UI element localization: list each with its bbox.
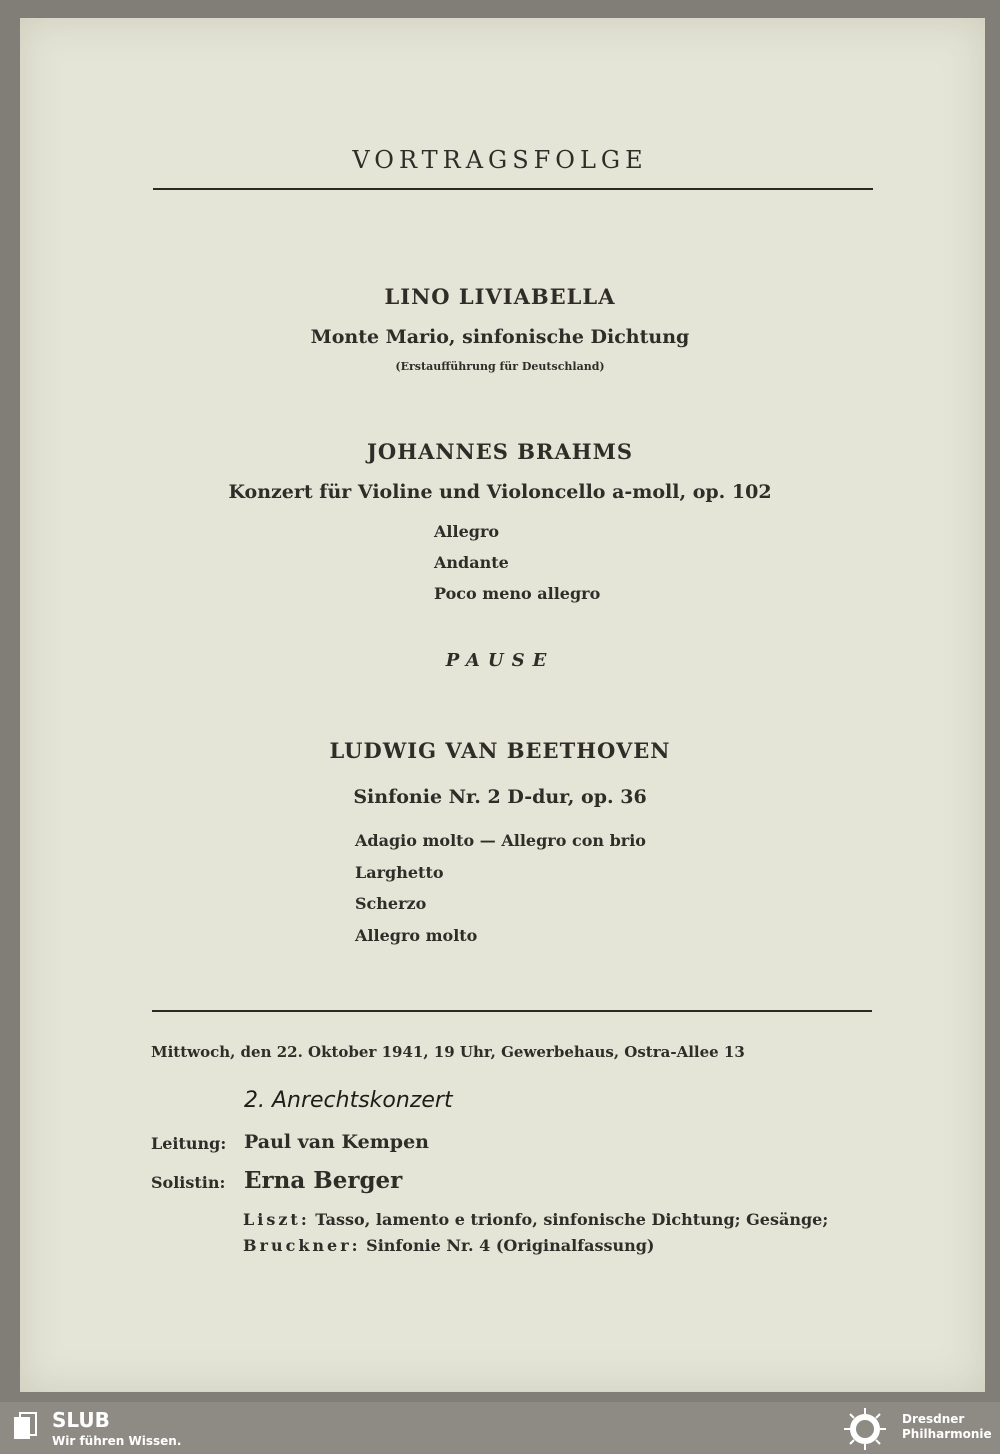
bruckner-label: Bruckner: <box>243 1236 361 1255</box>
next-concert-date: Mittwoch, den 22. Oktober 1941, 19 Uhr, Gewerbehaus, Ostra-Allee 13 <box>151 1043 745 1061</box>
liszt-works: Tasso, lamento e trionfo, sinfonische Dichtung; Gesänge; <box>315 1210 829 1229</box>
slub-logo-icon <box>12 1411 38 1441</box>
footer-bar <box>0 1402 1000 1454</box>
work-monte-mario: Monte Mario, sinfonische Dichtung <box>310 326 690 348</box>
bruckner-line <box>243 1236 655 1255</box>
movement-item: Allegro <box>434 522 500 541</box>
movement-item: Allegro molto <box>355 926 478 945</box>
bruckner-works: Sinfonie Nr. 4 (Originalfassung) <box>366 1236 655 1255</box>
work-beethoven-symphony: Sinfonie Nr. 2 D-dur, op. 36 <box>353 786 647 808</box>
philharmonie-logo-icon <box>842 1406 888 1452</box>
movement-item: Adagio molto — Allegro con brio <box>355 831 646 850</box>
slub-name: SLUB <box>52 1408 110 1432</box>
soloist-name: Erna Berger <box>244 1167 403 1194</box>
leitung-label: Leitung: <box>151 1134 227 1153</box>
conductor-name: Paul van Kempen <box>244 1131 429 1153</box>
movement-item: Andante <box>434 553 509 572</box>
premiere-note: (Erstaufführung für Deutschland) <box>395 360 605 373</box>
top-rule <box>153 188 873 190</box>
movement-item: Scherzo <box>355 894 427 913</box>
slub-slogan: Wir führen Wissen. <box>52 1434 182 1448</box>
bottom-rule <box>152 1010 872 1012</box>
liszt-label: Liszt: <box>243 1210 310 1229</box>
movement-item: Larghetto <box>355 863 444 882</box>
handwritten-concert-label: 2. Anrechtskonzert <box>244 1088 453 1113</box>
pause-label: PAUSE <box>445 650 555 671</box>
composer-liviabella: LINO LIVIABELLA <box>384 284 616 309</box>
philharmonie-line1: Dresdner <box>902 1412 965 1426</box>
composer-brahms: JOHANNES BRAHMS <box>367 439 633 464</box>
solistin-label: Solistin: <box>151 1173 226 1192</box>
philharmonie-line2: Philharmonie <box>902 1427 992 1441</box>
program-title: VORTRAGSFOLGE <box>352 146 648 174</box>
liszt-line <box>243 1210 828 1229</box>
composer-beethoven: LUDWIG VAN BEETHOVEN <box>329 738 671 763</box>
movement-item: Poco meno allegro <box>434 584 601 603</box>
work-brahms-concerto: Konzert für Violine und Violoncello a-moll, op. 102 <box>228 481 772 503</box>
